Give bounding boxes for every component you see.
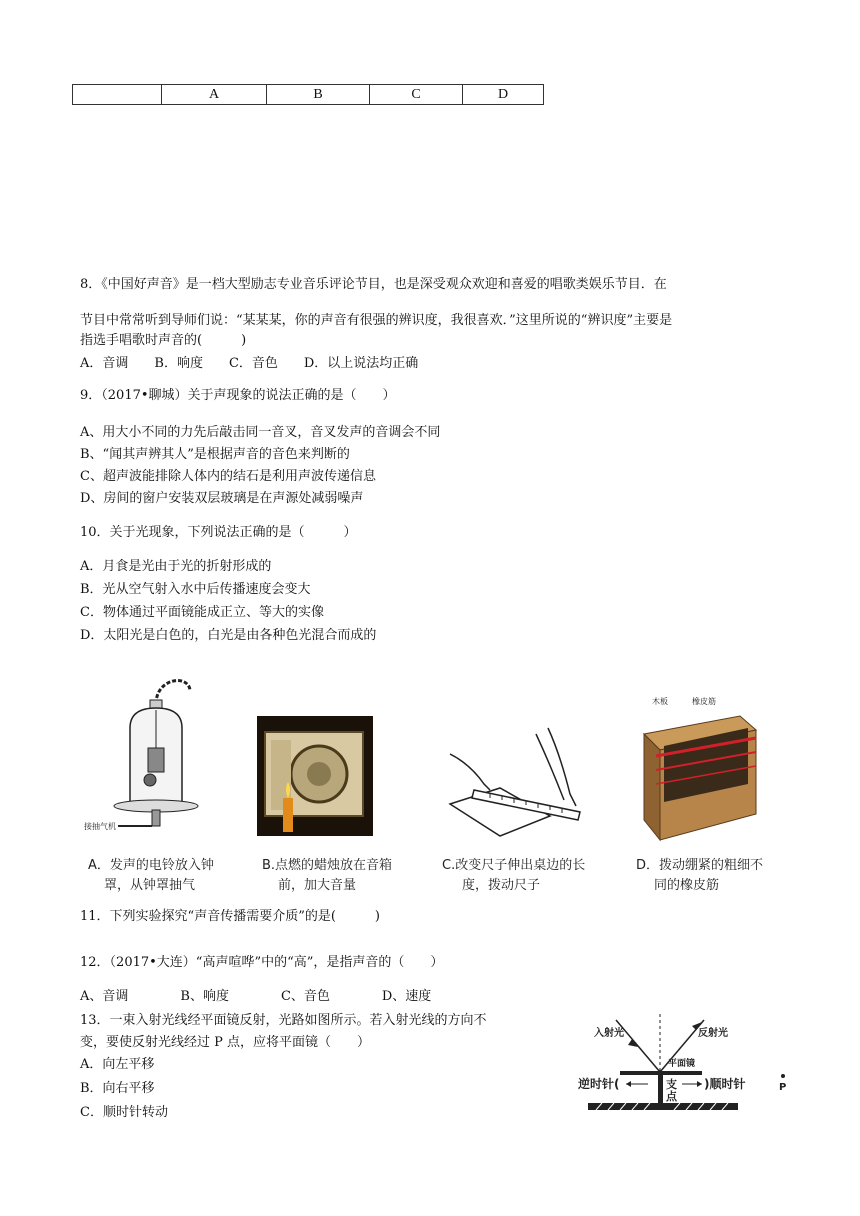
- table-cell: B: [267, 85, 370, 105]
- caption-b-line1: B.点燃的蜡烛放在音箱: [262, 858, 393, 873]
- q9-option-c: C、超声波能排除人体内的结石是利用声波传递信息: [80, 469, 376, 484]
- air-pump-label: 接抽气机: [84, 822, 116, 831]
- pivot-label-1: 支: [666, 1078, 677, 1091]
- ruler-table-image: [440, 724, 590, 844]
- q13-line2: 变，要使反射光线经过 P 点，应将平面镜（ ）: [80, 1035, 371, 1050]
- caption-d-line2: 同的橡皮筋: [654, 878, 720, 893]
- rubber-band-label: 橡皮筋: [692, 697, 716, 706]
- board-label: 木板: [652, 697, 668, 706]
- pivot-label-2: 点: [666, 1090, 677, 1103]
- bell-jar-image: [78, 668, 228, 838]
- q10-stem: 10．关于光现象，下列说法正确的是（ ）: [80, 525, 357, 540]
- rubber-band-box-image: [640, 694, 760, 844]
- reflected-ray-label: 反射光: [698, 1028, 728, 1039]
- q8-line3: 指选手唱歌时声音的( ): [80, 333, 247, 348]
- mirror-reflection-figure: [574, 1014, 796, 1118]
- q13-option-a: A．向左平移: [80, 1057, 155, 1072]
- q9-stem: 9．（2017•聊城）关于声现象的说法正确的是（ ）: [80, 388, 396, 403]
- q12-stem: 12．（2017•大连）“高声喧哗”中的“高”，是指声音的（ ）: [80, 955, 444, 970]
- caption-c-line2: 度，拨动尺子: [462, 878, 541, 893]
- q13-option-b: B．向右平移: [80, 1081, 155, 1096]
- caption-a-line2: 罩，从钟罩抽气: [104, 878, 196, 893]
- clockwise-label: )顺时针: [704, 1077, 746, 1091]
- q13-option-c: C．顺时针转动: [80, 1105, 168, 1120]
- mirror-label: 平面镜: [668, 1059, 696, 1069]
- caption-d-line1: D．拨动绷紧的粗细不: [636, 858, 764, 873]
- q10-option-c: C．物体通过平面镜能成正立、等大的实像: [80, 605, 324, 620]
- table-cell: C: [370, 85, 463, 105]
- speaker-candle-image: [257, 716, 373, 836]
- caption-a-line1: A．发声的电铃放入钟: [88, 858, 214, 873]
- q8-options: A．音调 B．响度 C．音色 D．以上说法均正确: [80, 356, 419, 371]
- answer-table: [72, 84, 544, 105]
- q8-line1: 8．《中国好声音》是一档大型励志专业音乐评论节目，也是深受观众欢迎和喜爱的唱歌类娱乐节目．在: [80, 277, 667, 292]
- caption-c-line1: C.改变尺子伸出桌边的长: [442, 858, 586, 873]
- q10-option-b: B．光从空气射入水中后传播速度会变大: [80, 582, 311, 597]
- table-cell: A: [162, 85, 267, 105]
- q10-option-d: D．太阳光是白色的，白光是由各种色光混合而成的: [80, 628, 377, 643]
- table-cell: D: [463, 85, 544, 105]
- caption-b-line2: 前，加大音量: [278, 878, 357, 893]
- q9-option-b: B、“闻其声辨其人”是根据声音的音色来判断的: [80, 447, 350, 462]
- q12-options: A、音调 B、响度 C、音色 D、速度: [80, 989, 432, 1004]
- point-p-label: P: [779, 1082, 787, 1093]
- table-row: [73, 85, 544, 105]
- q9-option-d: D、房间的窗户安装双层玻璃是在声源处减弱噪声: [80, 491, 364, 506]
- incident-ray-label: 入射光: [594, 1028, 624, 1039]
- q8-line2: 节目中常常听到导师们说：“某某某，你的声音有很强的辨识度，我很喜欢．”这里所说的“辨识度”主要是: [80, 313, 673, 328]
- q11-stem: 11．下列实验探究“声音传播需要介质”的是( ): [80, 909, 380, 924]
- q13-line1: 13．一束入射光线经平面镜反射，光路如图所示。若入射光线的方向不: [80, 1013, 487, 1028]
- q9-option-a: A、用大小不同的力先后敲击同一音叉，音叉发声的音调会不同: [80, 425, 441, 440]
- table-cell: [73, 85, 162, 105]
- counterclockwise-label: 逆时针(: [578, 1077, 620, 1091]
- q10-option-a: A．月食是光由于光的折射形成的: [80, 559, 272, 574]
